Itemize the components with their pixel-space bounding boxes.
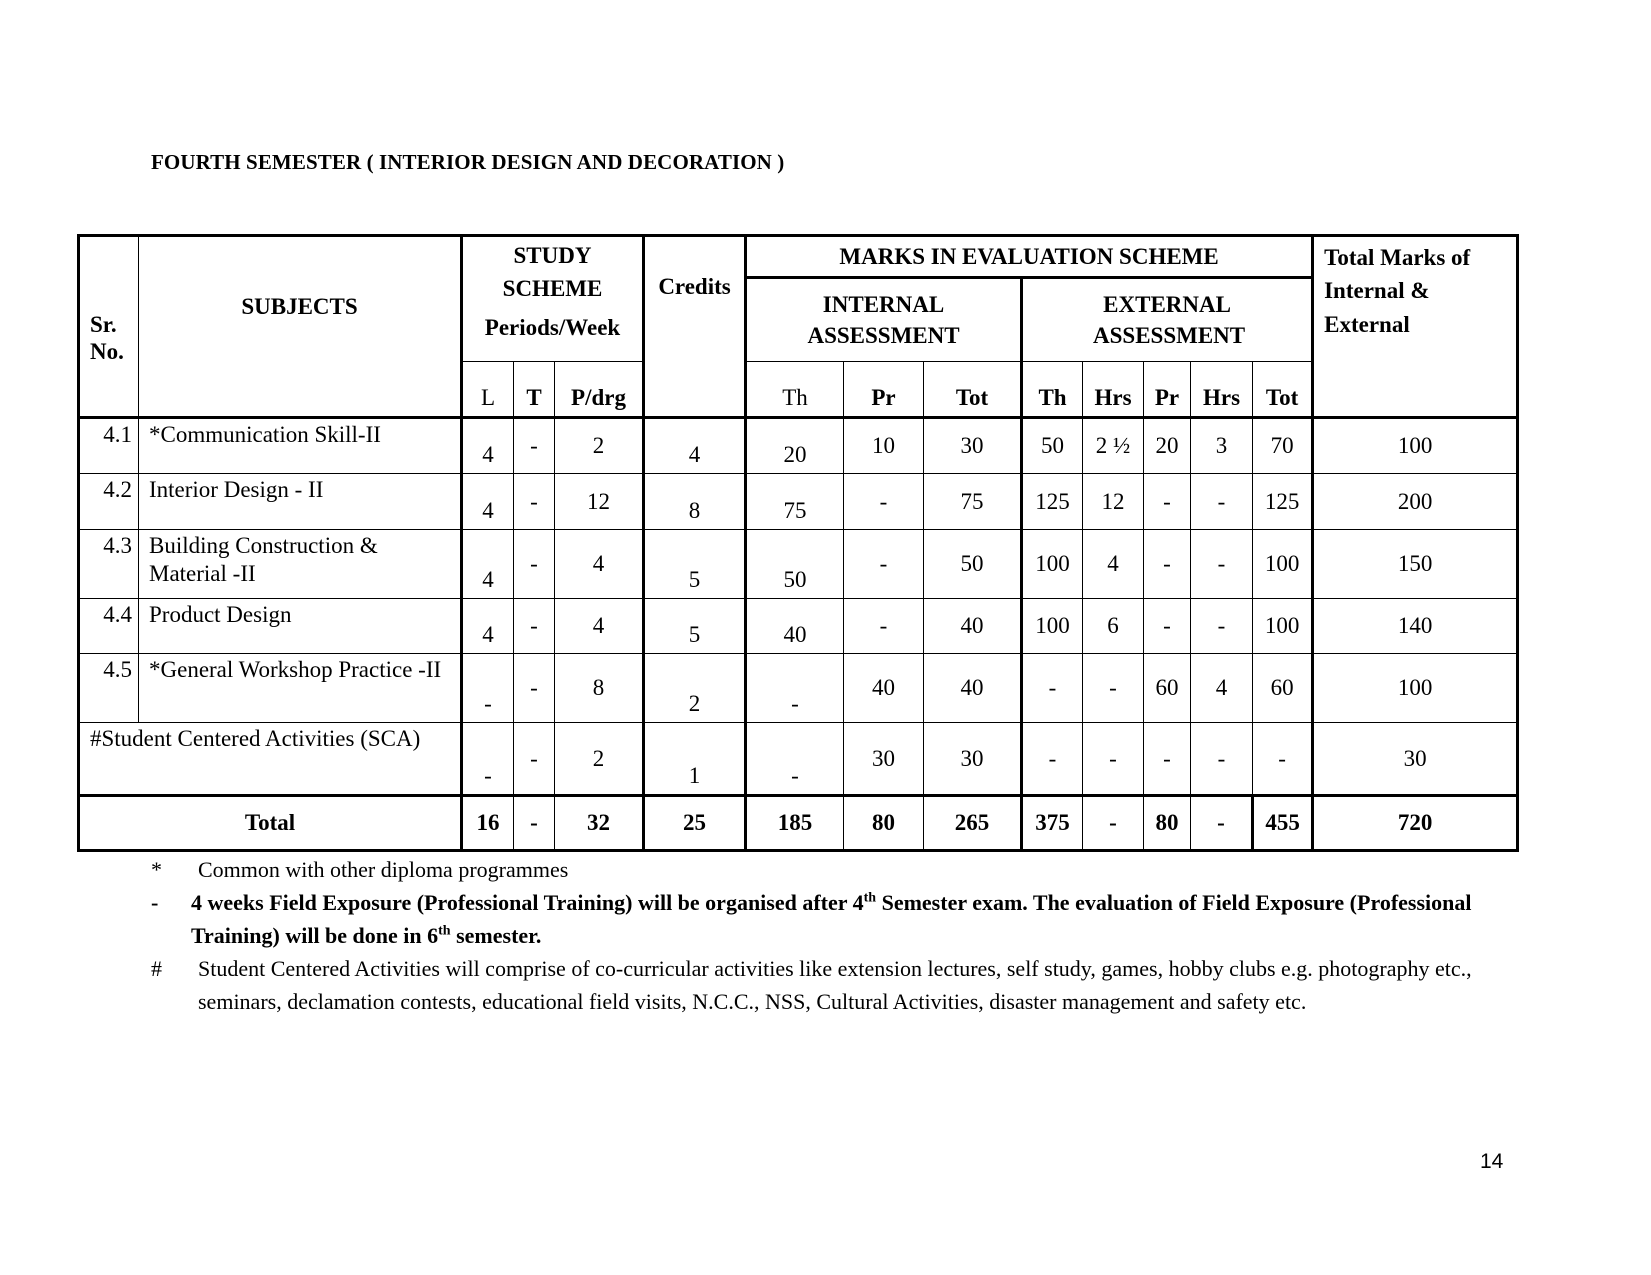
sca-ext-tot: - xyxy=(1253,723,1313,796)
header-ext-hrs-1: Hrs xyxy=(1083,362,1144,418)
row-ext-pr: 20 xyxy=(1144,418,1191,474)
row-p: 2 xyxy=(555,418,644,474)
row-sr: 4.3 xyxy=(79,530,139,599)
row-t: - xyxy=(514,474,555,530)
header-int-pr: Pr xyxy=(844,362,924,418)
total-credits: 25 xyxy=(644,796,746,851)
header-study-scheme xyxy=(462,236,644,362)
header-internal-assessment: INTERNAL ASSESSMENT xyxy=(746,278,1022,362)
row-ext-hrs-1: 2 ½ xyxy=(1083,418,1144,474)
table-row xyxy=(79,530,1518,599)
total-int-tot: 265 xyxy=(924,796,1022,851)
row-int-pr: - xyxy=(844,474,924,530)
footnote-field-exposure xyxy=(151,886,1511,952)
row-ext-th: - xyxy=(1022,654,1083,723)
total-int-th: 185 xyxy=(746,796,844,851)
row-subject: *Communication Skill-II xyxy=(139,418,462,474)
footnote-marker: # xyxy=(151,956,162,981)
row-ext-hrs-1: 6 xyxy=(1083,599,1144,654)
row-ext-hrs-2: 3 xyxy=(1191,418,1253,474)
header-row-1 xyxy=(79,236,1518,278)
row-t: - xyxy=(514,599,555,654)
row-ext-hrs-2: - xyxy=(1191,530,1253,599)
row-subject: Interior Design - II xyxy=(139,474,462,530)
footnote-marker: - xyxy=(151,890,159,915)
header-int-tot: Tot xyxy=(924,362,1022,418)
header-int-th: Th xyxy=(746,362,844,418)
header-total-marks: Total Marks of Internal & External xyxy=(1313,236,1518,418)
row-l: 4 xyxy=(462,599,514,654)
row-credits: 2 xyxy=(644,654,746,723)
row-ext-tot: 70 xyxy=(1253,418,1313,474)
row-p: 8 xyxy=(555,654,644,723)
row-subject: Building Construction & Material -II xyxy=(139,530,462,599)
row-total: 150 xyxy=(1313,530,1518,599)
total-ext-tot: 455 xyxy=(1253,796,1313,851)
page-number: 14 xyxy=(1480,1150,1504,1173)
row-int-tot: 50 xyxy=(924,530,1022,599)
sca-ext-th: - xyxy=(1022,723,1083,796)
sca-int-tot: 30 xyxy=(924,723,1022,796)
row-ext-th: 100 xyxy=(1022,530,1083,599)
sca-int-th: - xyxy=(746,723,844,796)
header-credits: Credits xyxy=(644,236,746,418)
table-row xyxy=(79,418,1518,474)
row-total: 200 xyxy=(1313,474,1518,530)
row-ext-hrs-2: - xyxy=(1191,474,1253,530)
row-credits: 5 xyxy=(644,599,746,654)
row-ext-hrs-1: - xyxy=(1083,654,1144,723)
superscript: th xyxy=(863,890,877,906)
sca-t: - xyxy=(514,723,555,796)
header-sr-no: Sr. No. xyxy=(79,236,139,418)
footnote-marker: * xyxy=(151,857,162,882)
row-p: 4 xyxy=(555,530,644,599)
header-periods-week: Periods/Week xyxy=(484,314,621,340)
row-credits: 8 xyxy=(644,474,746,530)
row-int-tot: 40 xyxy=(924,599,1022,654)
footnote-text-c: semester. xyxy=(450,923,542,948)
header-subjects: SUBJECTS xyxy=(139,236,462,418)
total-t: - xyxy=(514,796,555,851)
row-t: - xyxy=(514,530,555,599)
sca-subject: #Student Centered Activities (SCA) xyxy=(79,723,462,796)
footnote-text-b: Semester exam. The evaluation of Field Exposure (Professional Training) will be done in 6 xyxy=(191,890,1472,948)
row-l: - xyxy=(462,654,514,723)
row-int-pr: 40 xyxy=(844,654,924,723)
row-subject: Product Design xyxy=(139,599,462,654)
header-study-scheme-label: STUDY SCHEME xyxy=(502,243,603,302)
footnote-text: Common with other diploma programmes xyxy=(198,857,569,882)
total-ext-hrs-1: - xyxy=(1083,796,1144,851)
row-l: 4 xyxy=(462,418,514,474)
sca-total: 30 xyxy=(1313,723,1518,796)
row-t: - xyxy=(514,654,555,723)
sca-ext-hrs-2: - xyxy=(1191,723,1253,796)
row-int-th: 75 xyxy=(746,474,844,530)
row-ext-tot: 100 xyxy=(1253,599,1313,654)
footnote-sca xyxy=(151,952,1511,1018)
header-marks-scheme: MARKS IN EVALUATION SCHEME xyxy=(746,236,1313,278)
total-ext-hrs-2: - xyxy=(1191,796,1253,851)
row-ext-pr: - xyxy=(1144,474,1191,530)
total-p: 32 xyxy=(555,796,644,851)
row-ext-pr: - xyxy=(1144,530,1191,599)
footnote-common xyxy=(151,853,1511,886)
row-ext-tot: 125 xyxy=(1253,474,1313,530)
header-ext-hrs-2: Hrs xyxy=(1191,362,1253,418)
header-l: L xyxy=(462,362,514,418)
sca-ext-hrs-1: - xyxy=(1083,723,1144,796)
total-int-pr: 80 xyxy=(844,796,924,851)
total-ext-pr: 80 xyxy=(1144,796,1191,851)
row-int-pr: 10 xyxy=(844,418,924,474)
row-sr: 4.1 xyxy=(79,418,139,474)
header-ext-tot: Tot xyxy=(1253,362,1313,418)
footnote-text: Student Centered Activities will comprise of co-curricular activities like extension lectures, self study, games, hobby clubs e.g. photography etc., seminars, declamation contests, educational field visits, N.C.C., NSS, Cultural Activities, disaster management and safety etc. xyxy=(198,956,1472,1014)
row-total: 100 xyxy=(1313,418,1518,474)
header-t: T xyxy=(514,362,555,418)
superscript: th xyxy=(438,923,451,939)
footnote-text-a: 4 weeks Field Exposure (Professional Training) will be organised after 4 xyxy=(191,890,864,915)
row-sr: 4.4 xyxy=(79,599,139,654)
row-sr: 4.2 xyxy=(79,474,139,530)
row-ext-tot: 100 xyxy=(1253,530,1313,599)
sca-p: 2 xyxy=(555,723,644,796)
evaluation-scheme-table xyxy=(77,234,1519,852)
row-int-tot: 75 xyxy=(924,474,1022,530)
header-pdrg: P/drg xyxy=(555,362,644,418)
row-int-th: 20 xyxy=(746,418,844,474)
sca-l: - xyxy=(462,723,514,796)
row-int-th: 50 xyxy=(746,530,844,599)
sca-row xyxy=(79,723,1518,796)
row-total: 100 xyxy=(1313,654,1518,723)
row-ext-hrs-2: 4 xyxy=(1191,654,1253,723)
row-credits: 4 xyxy=(644,418,746,474)
row-total: 140 xyxy=(1313,599,1518,654)
table-row xyxy=(79,474,1518,530)
row-ext-hrs-2: - xyxy=(1191,599,1253,654)
row-ext-pr: - xyxy=(1144,599,1191,654)
row-ext-hrs-1: 12 xyxy=(1083,474,1144,530)
row-int-tot: 40 xyxy=(924,654,1022,723)
total-row xyxy=(79,796,1518,851)
row-credits: 5 xyxy=(644,530,746,599)
row-int-pr: - xyxy=(844,530,924,599)
row-sr: 4.5 xyxy=(79,654,139,723)
row-ext-th: 50 xyxy=(1022,418,1083,474)
row-ext-th: 125 xyxy=(1022,474,1083,530)
total-l: 16 xyxy=(462,796,514,851)
row-ext-pr: 60 xyxy=(1144,654,1191,723)
row-t: - xyxy=(514,418,555,474)
row-l: 4 xyxy=(462,530,514,599)
row-int-pr: - xyxy=(844,599,924,654)
row-int-th: 40 xyxy=(746,599,844,654)
sca-ext-pr: - xyxy=(1144,723,1191,796)
total-ext-th: 375 xyxy=(1022,796,1083,851)
table-row xyxy=(79,654,1518,723)
header-external-assessment: EXTERNAL ASSESSMENT xyxy=(1022,278,1313,362)
row-ext-tot: 60 xyxy=(1253,654,1313,723)
row-p: 12 xyxy=(555,474,644,530)
row-subject: *General Workshop Practice -II xyxy=(139,654,462,723)
sca-credits: 1 xyxy=(644,723,746,796)
total-label: Total xyxy=(79,796,462,851)
row-ext-hrs-1: 4 xyxy=(1083,530,1144,599)
header-ext-pr: Pr xyxy=(1144,362,1191,418)
page-title: FOURTH SEMESTER ( INTERIOR DESIGN AND DECORATION ) xyxy=(151,150,785,174)
row-ext-th: 100 xyxy=(1022,599,1083,654)
sca-int-pr: 30 xyxy=(844,723,924,796)
row-l: 4 xyxy=(462,474,514,530)
header-ext-th: Th xyxy=(1022,362,1083,418)
row-int-tot: 30 xyxy=(924,418,1022,474)
total-total: 720 xyxy=(1313,796,1518,851)
row-int-th: - xyxy=(746,654,844,723)
row-p: 4 xyxy=(555,599,644,654)
footnotes xyxy=(151,853,1511,1018)
table-row xyxy=(79,599,1518,654)
